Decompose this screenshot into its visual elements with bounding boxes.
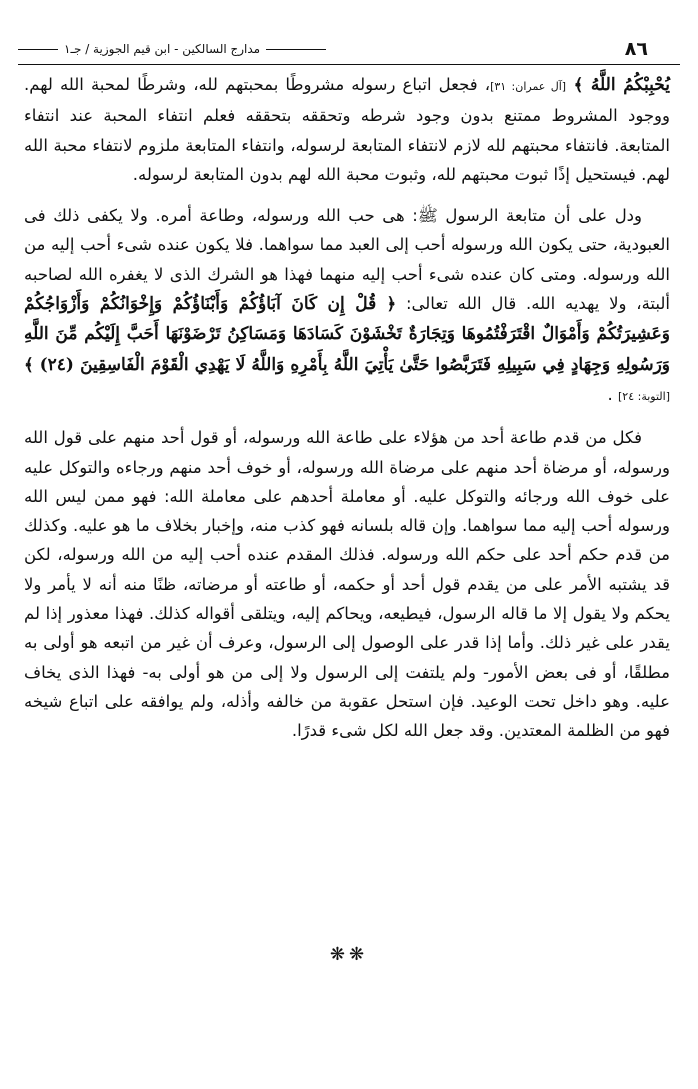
paragraph-2 xyxy=(24,201,670,411)
body-text: ، فجعل اتباع رسوله مشروطًا بمحبتهم لله، وشرطًا لمحبة الله لهم. ووجود المشروط ممتنع بدون وجود شرطه وتحققه بتحققه فعلم انتفاء المحبة عند انتفاء المتابعة. فانتفاء محبتهم لله لازم لانتفاء المتابعة لرسوله، وانتفاء المتابعة ملزوم لانتفاء محبة الله لهم. فيستحيل إذًا ثبوت محبتهم لله، وثبوت محبة الله لهم بدون المتابعة لرسوله. xyxy=(24,75,670,184)
quran-quote: يُحْبِبْكُمُ اللَّهُ xyxy=(590,75,670,95)
quran-bracket: ﴾ xyxy=(24,354,40,374)
page-number: ٨٦ xyxy=(624,38,648,60)
body-text: . xyxy=(607,384,618,404)
verse-reference: [التوبة: ٢٤] xyxy=(618,389,670,403)
paragraph-1 xyxy=(24,70,670,189)
paragraph-3 xyxy=(24,423,670,745)
verse-reference: [آل عمران: ٣١] xyxy=(490,80,567,93)
header-rule-right xyxy=(266,49,326,50)
body-text: ودل على أن متابعة الرسول ﷺ: هى حب الله ورسوله، وطاعة أمره. ولا يكفى ذلك فى العبودية، حتى يكون الله ورسوله أحب إلى العبد مما سواهما. فلا يكون عنده شىء أحب إليه من الله ورسوله. ومتى كان عنده شىء أحب إليه منهما فهذا هو الشرك الذى لا يغفره الله لصاحبه ألبتة، ولا يهديه الله. قال الله تعالى: xyxy=(24,206,670,314)
header-divider xyxy=(18,64,680,65)
running-title-wrap xyxy=(18,42,326,56)
body-text: فكل من قدم طاعة أحد من هؤلاء على طاعة الله ورسوله، أو قول أحد منهم على قول الله ورسوله، أو مرضاة أحد منهم على مرضاة الله ورسوله، أو خوف أحد منهم ورجاءه والتوكل عليه على خوف الله ورجائه والتوكل عليه. أو معاملة أحدهم على معاملة الله: فهو ممن ليس الله ورسوله أحب إليه مما سواهما. وإن قاله بلسانه فهو كذب منه، وإخبار بخلاف ما هو عليه. وكذلك من قدم حكم أحد على حكم الله ورسوله. فذلك المقدم عنده أحب إليه من الله ورسوله، لكن قد يشتبه الأمر على من يقدم قول أحد أو حكمه، أو طاعته أو مرضاته، ظنًا منه أنه لا يأمر ولا يحكم ولا يقول إلا ما قاله الرسول، فيطيعه، ويحاكم إليه، ويتلقى أقواله كذلك. فهذا معذور إذا لم يقدر على غير ذلك. وأما إذا قدر على الوصول إلى الرسول، وعرف أن غير من اتبعه هو أولى به مطلقًا، أو فى بعض الأمور- ولم يلتفت إلى الرسول ولا إلى من هو أولى به- فهذا الذى يخاف عليه. وهو داخل تحت الوعيد. فإن استحل عقوبة من خالفه وأذله، ولم يوافقه على اتباع شيخه فهو من الظلمة المعتدين. وقد جعل الله لكل شىء قدرًا. xyxy=(24,428,670,741)
quran-bracket: ﴿ xyxy=(376,294,397,314)
page-body xyxy=(24,70,670,758)
page-header xyxy=(18,34,680,64)
running-title: مدارج السالكين - ابن قيم الجوزية / جـ١ xyxy=(64,42,261,56)
header-rule-left xyxy=(18,49,58,50)
quran-bracket: ﴾ xyxy=(566,75,591,94)
quran-quote: قُلْ إِن كَانَ آبَاؤُكُمْ وَأَبْنَاؤُكُمْ وَإِخْوَانُكُمْ وَأَزْوَاجُكُمْ وَعَشِيرَتُكُمْ وَأَمْوَالٌ اقْتَرَفْتُمُوهَا وَتِجَارَةٌ تَخْشَوْنَ كَسَادَهَا وَمَسَاكِنُ تَرْضَوْنَهَا أَحَبَّ إِلَيْكُم مِّنَ اللَّهِ وَرَسُولِهِ وَجِهَادٍ فِي سَبِيلِهِ فَتَرَبَّصُوا حَتَّىٰ يَأْتِيَ اللَّهُ بِأَمْرِهِ وَاللَّهُ لَا يَهْدِي الْقَوْمَ الْفَاسِقِينَ (٢٤) xyxy=(24,294,670,375)
section-divider: ❋❋ xyxy=(329,944,369,965)
